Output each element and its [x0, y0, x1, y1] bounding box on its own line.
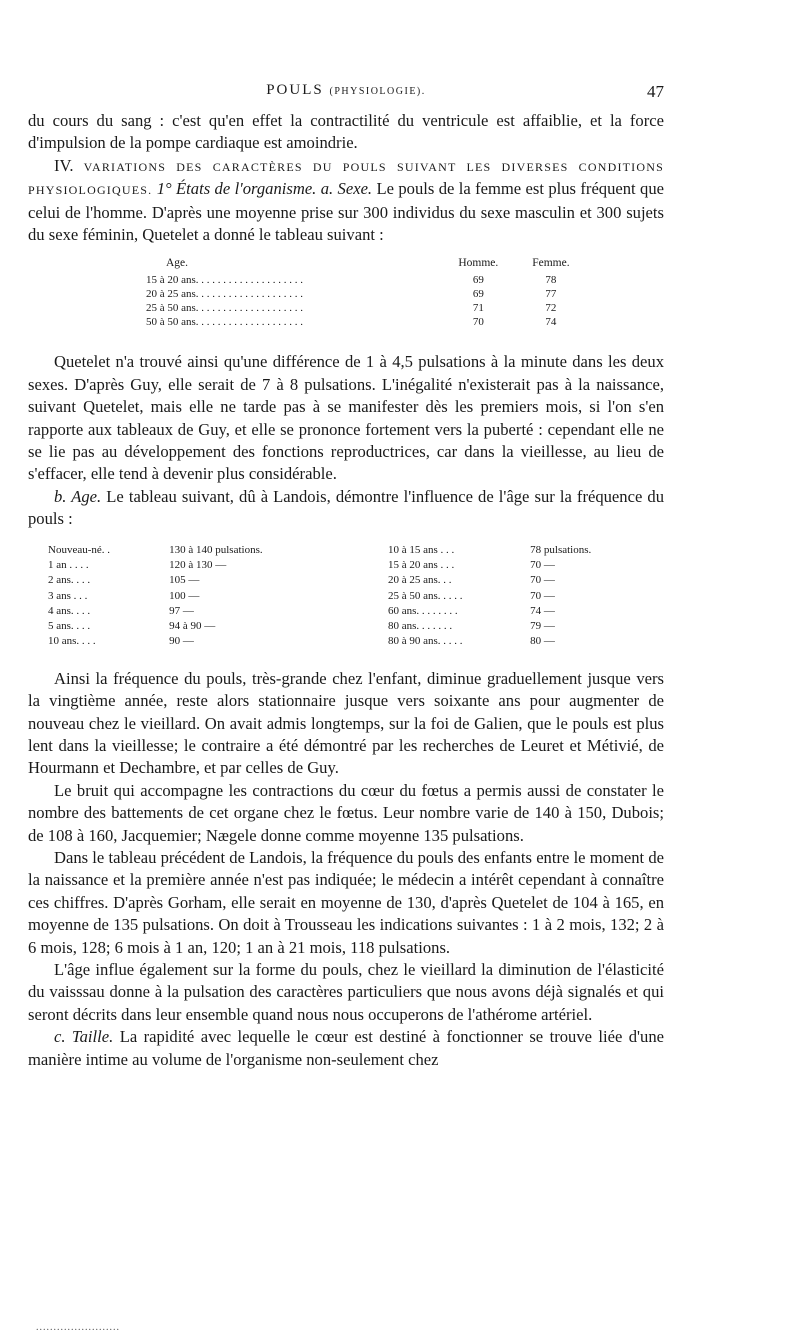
table-cell: 3 ans . . .: [48, 589, 88, 602]
table-row: [388, 604, 648, 619]
paragraph-3: [28, 486, 664, 531]
table-row: [48, 619, 348, 634]
running-title-main: POULS: [266, 82, 324, 98]
table-cell: 97 —: [169, 604, 194, 617]
subsection-title: 1° États de l'organisme.: [156, 179, 317, 199]
paragraph-2: Quetelet n'a trouvé ainsi qu'une différence de 1 à 4,5 pulsations à la minute dans les deux sexes. D'après Guy, elle serait de 7 à 8 pulsations. L'inégalité n'existerait pas à la naissance, suivant Quetelet, mais elle ne tarde pas à se manifester dès les premiers mois, si l'on s'en rapporte aux tableaux de Guy, et elle se prononce fortement vers la puberté : cependant elle ne se lie pas au développement des fonctions reproductrices, car dans la vieillesse, au lieu de s'effacer, elle tend à devenir plus considérable.: [28, 352, 664, 484]
table-row: [388, 634, 648, 649]
paragraph-7: L'âge influe également sur la forme du pouls, chez le vieillard la diminution de l'élasticité du vaisssau donne à la pulsation des caractères particuliers que nous avons déjà signalés et qui seront décrits dans leur ensemble quand nous nous occuperons de l'athérome artériel.: [28, 960, 664, 1024]
paragraph-4: Ainsi la fréquence du pouls, très-grande chez l'enfant, diminue graduellement jusque vers la vingtième année, reste alors stationnaire jusque vers soixante ans pour augmenter de nouveau chez le vieillard. On avait admis longtemps, sur la foi de Galien, que le pouls est plus lent dans la vieillesse; le contraire a été démontré par les recherches de Leuret et Métivié, de Hourmann et Dechambre, et par celles de Guy.: [28, 668, 664, 778]
table-header-row: [146, 256, 586, 273]
table-cell: 20 à 25 ans. . .: [388, 574, 452, 587]
table-cell: 25 à 50 ans. . . . . . . . . . . . . . . . . . . .: [146, 302, 304, 315]
table-cell: 70: [472, 316, 484, 329]
table-row: [48, 558, 348, 573]
table-row: [388, 558, 648, 573]
paragraph-1: du cours du sang : c'est qu'en effet la contractilité du ventricule est affaiblie, et la force d'impulsion de la pompe cardiaque est amoindrie.: [28, 111, 664, 153]
running-header: [28, 82, 664, 106]
landois-table: [48, 543, 664, 650]
paragraph-3-text: Le tableau suivant, dû à Landois, démontre l'influence de l'âge sur la fréquence du pouls :: [28, 486, 664, 529]
table-cell: 70 —: [530, 574, 555, 587]
table-cell: 50 à 50 ans. . . . . . . . . . . . . . . . . . . .: [146, 316, 304, 329]
table-cell: 60 ans. . . . . . . .: [388, 604, 458, 617]
paragraph-8-text: La rapidité avec lequelle le cœur est destiné à fonctionner se trouve liée d'une manière intime au volume de l'organisme non-seulement chez: [28, 1027, 664, 1069]
table-header-homme: Homme.: [458, 257, 499, 270]
landois-table-left: [48, 543, 348, 650]
table-cell: 130 à 140 pulsations.: [169, 543, 263, 556]
table-cell: 74: [545, 316, 557, 329]
page-number: 47: [647, 82, 664, 101]
table-cell: 80 à 90 ans. . . . .: [388, 635, 463, 648]
table-header-age: Age.: [166, 257, 189, 270]
running-title-sub: (PHYSIOLOGIE).: [329, 86, 426, 97]
table-row: [388, 619, 648, 634]
taille-label: c. Taille.: [54, 1027, 114, 1047]
table-cell: 1 an . . . .: [48, 558, 89, 571]
table-row: [146, 315, 586, 329]
table-row: [48, 604, 348, 619]
table-cell: 80 ans. . . . . . .: [388, 620, 453, 633]
table-cell: 74 —: [530, 604, 555, 617]
section-4-paragraph: [28, 155, 664, 247]
table-cell: 120 à 130 —: [169, 558, 227, 571]
table-cell: 2 ans. . . .: [48, 574, 91, 587]
table-row: [48, 589, 348, 604]
footer-rule: ........................: [36, 1322, 120, 1333]
table-cell: 69: [472, 274, 484, 287]
table-row: [146, 273, 586, 287]
table-cell: Nouveau-né. .: [48, 543, 111, 556]
quetelet-table: [146, 256, 586, 329]
subsection-label: a. Sexe.: [320, 179, 373, 199]
table-cell: 5 ans. . . .: [48, 620, 91, 633]
running-title: [28, 82, 664, 99]
table-cell: 25 à 50 ans. . . . .: [388, 589, 463, 602]
table-cell: 77: [545, 288, 557, 301]
table-row: [48, 543, 348, 558]
landois-table-right: [388, 543, 648, 650]
paragraph-8: [28, 1026, 664, 1071]
table-row: [388, 543, 648, 558]
table-cell: 69: [472, 288, 484, 301]
table-cell: 80 —: [530, 635, 555, 648]
table-row: [388, 589, 648, 604]
table-row: [146, 287, 586, 301]
table-cell: 10 à 15 ans . . .: [388, 543, 455, 556]
table-cell: 71: [472, 302, 484, 315]
table-cell: 70 —: [530, 558, 555, 571]
table-row: [48, 634, 348, 649]
table-cell: 79 —: [530, 620, 555, 633]
table-cell: 100 —: [169, 589, 200, 602]
section-numeral: IV.: [54, 155, 74, 175]
table-cell: 15 à 20 ans . . .: [388, 558, 455, 571]
table-cell: 20 à 25 ans. . . . . . . . . . . . . . . . . . . .: [146, 288, 304, 301]
table-cell: 10 ans. . . .: [48, 635, 96, 648]
table-cell: 4 ans. . . .: [48, 604, 91, 617]
table-cell: 78: [545, 274, 557, 287]
paragraph-5: Le bruit qui accompagne les contractions du cœur du fœtus a permis aussi de constater le nombre des battements de cet organe chez le fœtus. Leur nombre varie de 140 à 150, Dubois; de 108 à 160, Jacquemier; Nægele donne comme moyenne 135 pulsations.: [28, 780, 664, 845]
table-cell: 15 à 20 ans. . . . . . . . . . . . . . . . . . . .: [146, 274, 304, 287]
table-row: [146, 301, 586, 315]
table-cell: 90 —: [169, 635, 194, 648]
table-cell: 70 —: [530, 589, 555, 602]
section-heading: VARIATIONS DES CARACTÈRES DU POULS SUIVANT LES DIVERSES CONDITIONS PHYSIOLOGIQUES.: [28, 159, 664, 198]
table-header-femme: Femme.: [532, 257, 570, 270]
table-cell: 78 pulsations.: [530, 543, 592, 556]
body-text: [28, 110, 664, 1071]
age-label: b. Age.: [54, 486, 102, 506]
table-cell: 72: [545, 302, 557, 315]
table-row: [388, 573, 648, 588]
table-row: [48, 573, 348, 588]
paragraph-6: Dans le tableau précédent de Landois, la fréquence du pouls des enfants entre le moment de la naissance et la première année n'est pas indiquée; le médecin a intérêt cependant à connaître ces chiffres. D'après Gorham, elle serait en moyenne de 130, d'après Quetelet de 104 à 165, en moyenne de 135 pulsations. On doit à Trousseau les indications suivantes : 1 à 2 mois, 132; 2 à 6 mois, 128; 6 mois à 1 an, 120; 1 an à 21 mois, 118 pulsations.: [28, 848, 664, 957]
table-cell: 94 à 90 —: [169, 620, 216, 633]
table-cell: 105 —: [169, 574, 200, 587]
section-4-text: Le pouls de la femme est plus fréquent que celui de l'homme. D'après une moyenne prise sur 300 individus du sexe masculin et 300 sujets du sexe féminin, Quetelet a donné le tableau suivant :: [28, 179, 665, 245]
